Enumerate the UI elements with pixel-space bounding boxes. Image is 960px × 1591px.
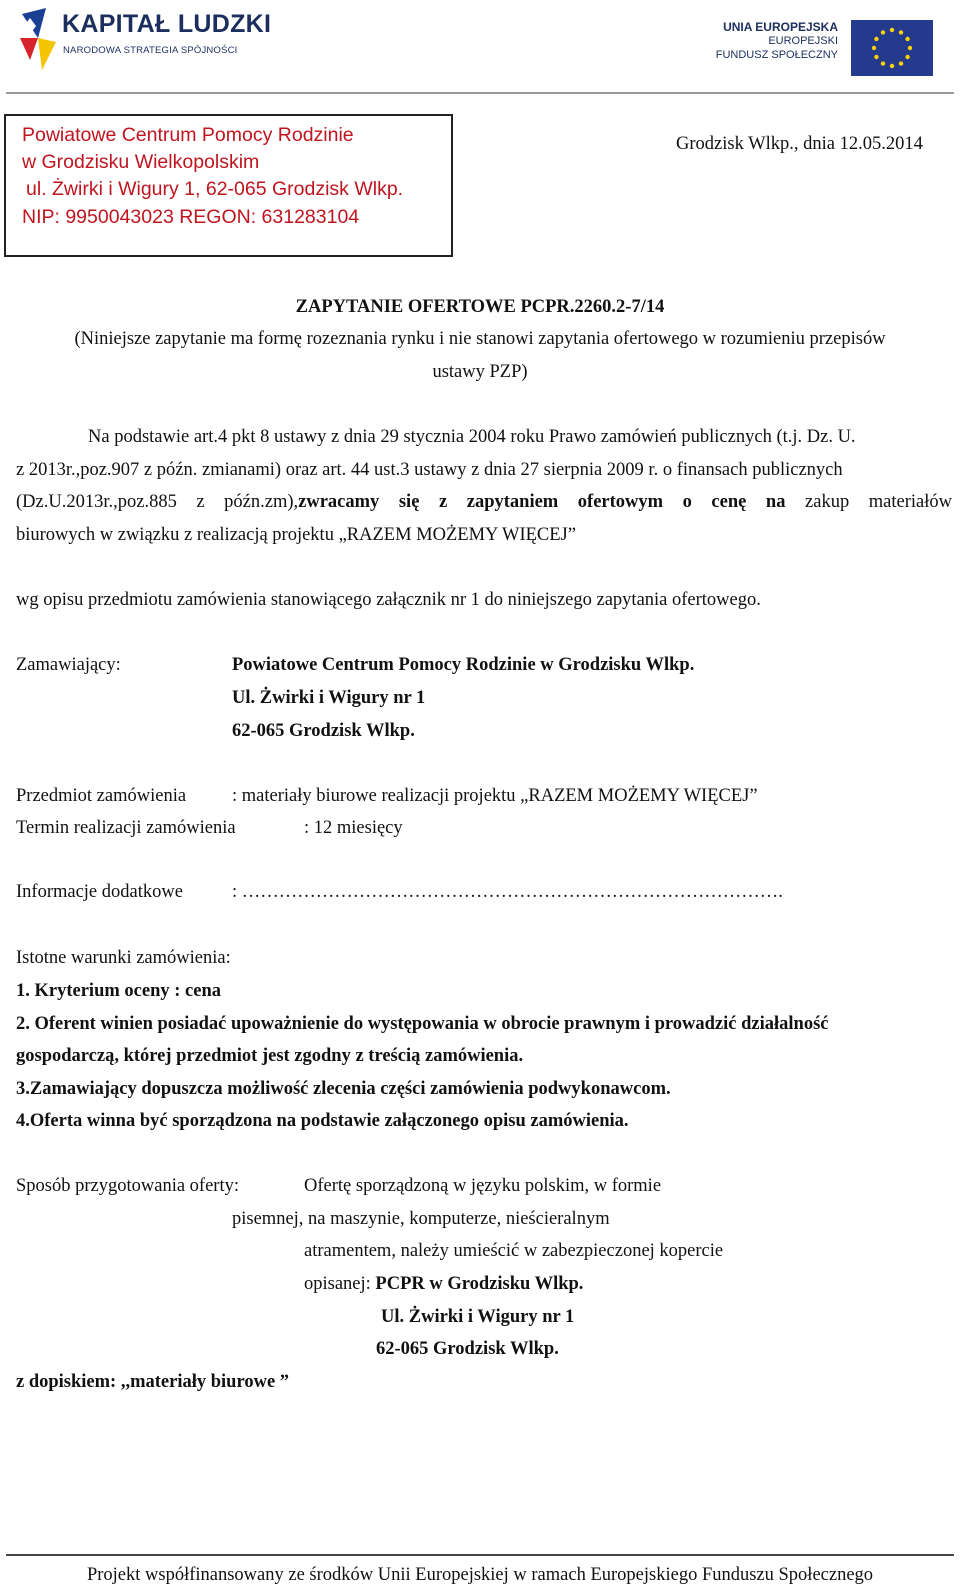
preparation-line-4-normal: opisanej:	[304, 1274, 376, 1294]
logo-title: KAPITAŁ LUDZKI	[62, 10, 272, 38]
basis-line-3-normal: (Dz.U.2013r.,poz.885 z późn.zm),	[16, 492, 299, 512]
preparation-line-2: pisemnej, na maszynie, komputerze, nieścieralnym	[232, 1209, 610, 1229]
ordering-party-street: Ul. Żwirki i Wigury nr 1	[232, 688, 426, 708]
basis-line-1: Na podstawie art.4 pkt 8 ustawy z dnia 29 stycznia 2004 roku Prawo zamówień publicznych (t.j. Dz. U.	[88, 427, 856, 447]
term-value: : 12 miesięcy	[304, 818, 403, 838]
eu-label	[700, 20, 838, 62]
eu-flag-icon	[851, 20, 933, 76]
document-subtitle-line-2: ustawy PZP)	[432, 362, 528, 382]
preparation-line-6: 62-065 Grodzisk Wlkp.	[376, 1339, 559, 1359]
preparation-label: Sposób przygotowania oferty:	[16, 1176, 239, 1196]
scope-line: wg opisu przedmiotu zamówienia stanowiącego załącznik nr 1 do niniejszego zapytania ofertowego.	[16, 590, 761, 610]
subject-label: Przedmiot zamówienia	[16, 786, 187, 806]
footer-text: Projekt współfinansowany ze środków Unii Europejskiej w ramach Europejskiego Funduszu Społecznego	[86, 1565, 874, 1585]
basis-line-3-bold: zwracamy się z zapytaniem ofertowym o cenę na	[298, 492, 786, 512]
sender-line-4: NIP: 9950043023 REGON: 631283104	[22, 206, 360, 228]
ordering-party-label: Zamawiający:	[16, 655, 121, 675]
preparation-line-4	[304, 1274, 583, 1295]
footer-divider	[6, 1554, 954, 1556]
document-date: Grodzisk Wlkp., dnia 12.05.2014	[676, 134, 923, 154]
condition-item-3: 3.Zamawiający dopuszcza możliwość zlecenia części zamówienia podwykonawcom.	[16, 1079, 671, 1099]
sender-line-2: w Grodzisku Wielkopolskim	[22, 151, 260, 173]
eu-label-line3: FUNDUSZ SPOŁECZNY	[715, 49, 838, 61]
eu-label-line2: EUROPEJSKI	[768, 35, 838, 47]
condition-item-1: 1. Kryterium oceny : cena	[16, 981, 221, 1001]
header-divider	[6, 92, 954, 94]
sender-line-1: Powiatowe Centrum Pomocy Rodzinie	[22, 124, 354, 146]
document-subtitle-line-1: (Niniejsze zapytanie ma formę rozeznania rynku i nie stanowi zapytania ofertowego w rozumieniu przepisów	[74, 329, 886, 349]
preparation-line-3: atramentem, należy umieścić w zabezpieczonej kopercie	[304, 1241, 724, 1261]
sender-line-3: ul. Żwirki i Wigury 1, 62-065 Grodzisk Wlkp.	[26, 178, 404, 200]
ordering-party-city: 62-065 Grodzisk Wlkp.	[232, 721, 415, 741]
basis-line-2: z 2013r.,poz.907 z późn. zmianami) oraz art. 44 ust.3 ustawy z dnia 27 sierpnia 2009 r. o finansach publicznych	[16, 460, 843, 480]
condition-item-4: 4.Oferta winna być sporządzona na podstawie załączonego opisu zamówienia.	[16, 1111, 629, 1131]
additional-info-label: Informacje dodatkowe	[16, 882, 183, 902]
eu-label-line1: UNIA EUROPEJSKA	[723, 20, 838, 34]
document-title: ZAPYTANIE OFERTOWE PCPR.2260.2-7/14	[295, 297, 665, 317]
preparation-line-5: Ul. Żwirki i Wigury nr 1	[381, 1307, 575, 1327]
ordering-party-name: Powiatowe Centrum Pomocy Rodzinie w Grodzisku Wlkp.	[232, 655, 695, 675]
conditions-heading: Istotne warunki zamówienia:	[16, 948, 231, 968]
basis-line-3-tail: zakup materiałów	[805, 492, 952, 512]
term-label: Termin realizacji zamówienia	[16, 818, 236, 838]
additional-info-value: : …………………………………………………………………………….	[232, 882, 783, 902]
kapital-ludzki-emblem-icon	[16, 8, 64, 74]
subject-value: : materiały biurowe realizacji projektu „RAZEM MOŻEMY WIĘCEJ”	[232, 786, 758, 806]
preparation-note: z dopiskiem: ,,materiały biurowe ”	[16, 1372, 290, 1392]
condition-item-2-line-2: gospodarczą, której przedmiot jest zgodny z treścią zamówienia.	[16, 1046, 524, 1066]
logo-subtitle: NARODOWA STRATEGIA SPÓJNOŚCI	[63, 45, 238, 56]
preparation-line-1: Ofertę sporządzoną w języku polskim, w formie	[304, 1176, 662, 1196]
preparation-line-4-bold: PCPR w Grodzisku Wlkp.	[375, 1274, 584, 1294]
condition-item-2-line-1: 2. Oferent winien posiadać upoważnienie do występowania w obrocie prawnym i prowadzić działalność	[16, 1014, 829, 1034]
basis-line-4: biurowych w związku z realizacją projektu „RAZEM MOŻEMY WIĘCEJ”	[16, 525, 576, 545]
basis-line-3	[16, 492, 952, 513]
